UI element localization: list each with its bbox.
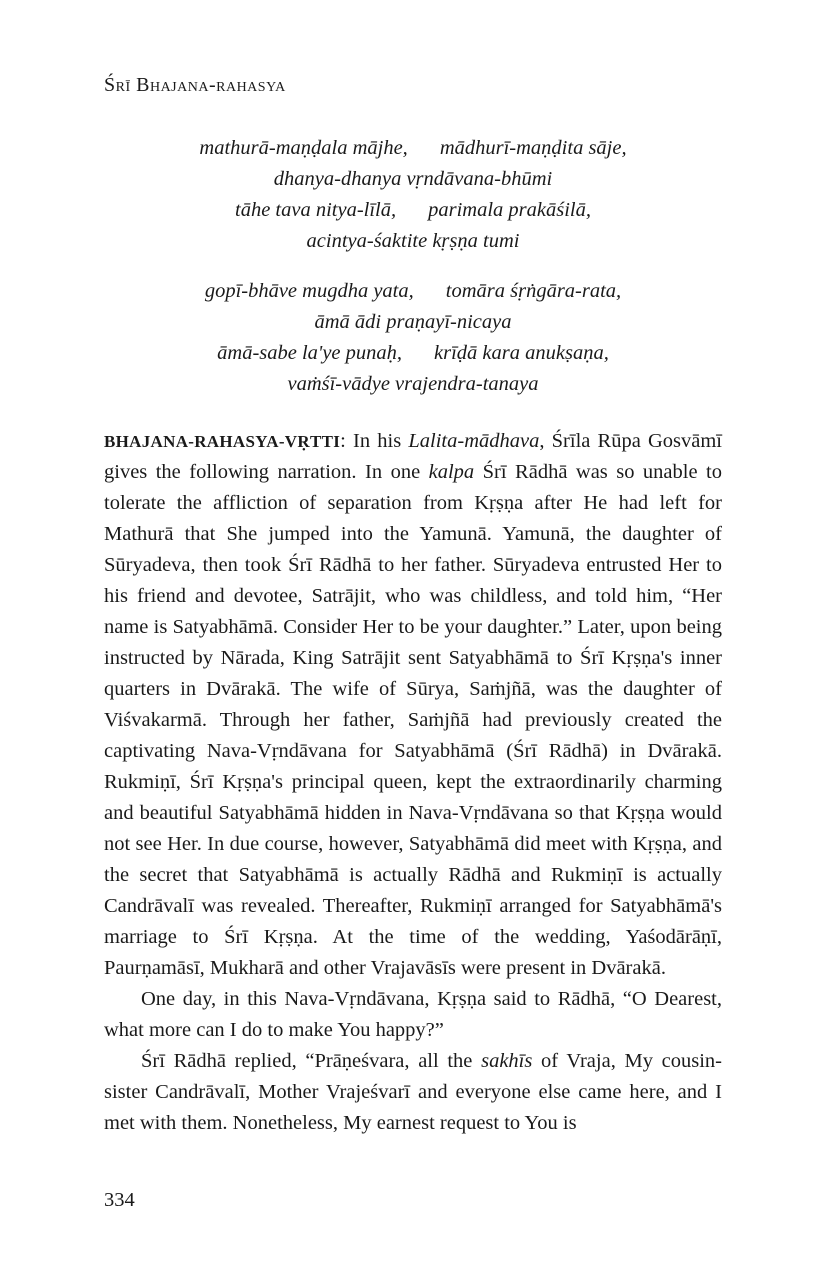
verse-half: krīḍā kara anukṣaṇa,	[434, 342, 609, 364]
verse-half: tāhe tava nitya-līlā,	[235, 199, 397, 221]
verse-half: āmā-sabe la'ye punaḥ,	[217, 342, 403, 364]
text-run: Śrī Rādhā was so unable to tolerate the affliction of separation from Kṛṣṇa after He had left for Mathurā that She jumped into the Yamunā. Yamunā, the daughter of Sūryadeva, then took Śrī Rādhā to her father. Sūryadeva entrusted Her to his friend and devotee, Satrājit, who was childless, and told him, “Her name is Satyabhāmā. Consider Her to be your daughter.” Later, upon being instructed by Nārada, King Satrājit sent Satyabhāmā to Śrī Kṛṣṇa's inner quarters in Dvārakā. The wife of Sūrya, Saṁjñā, was the daughter of Viśvakarmā. Through her father, Saṁjñā had previously created the captivating Nava-Vṛndāvana for Satyabhāmā (Śrī Rādhā) in Dvārakā. Rukmiṇī, Śrī Kṛṣṇa's principal queen, kept the extraordinarily charming and beautiful Satyabhāmā hidden in Nava-Vṛndāvana so that Kṛṣṇa would not see Her. In due course, however, Satyabhāmā did meet with Kṛṣṇa, and the secret that Satyabhāmā is actually Rādhā and Rukmiṇī is actually Candrāvalī was revealed. Thereafter, Rukmiṇī arranged for Satyabhāmā's marriage to Śrī Kṛṣṇa. At the time of the wedding, Yaśodārāṇī, Paurṇamāsī, Mukharā and other Vrajavāsīs were present in Dvārakā.	[104, 461, 722, 979]
running-head-title: Śrī Bhajana-rahasya	[104, 74, 286, 96]
verse-half: parimala prakāśilā,	[428, 199, 591, 221]
verse-line: vaṁśī-vādye vrajendra-tanaya	[287, 373, 539, 395]
commentary-paragraph-3	[104, 1046, 722, 1139]
page-number: 334	[104, 1189, 135, 1211]
verse-line	[104, 338, 722, 369]
text-run: : In his	[340, 430, 409, 452]
verse-half: mathurā-maṇḍala mājhe,	[199, 137, 408, 159]
commentary-paragraph-2: One day, in this Nava-Vṛndāvana, Kṛṣṇa said to Rādhā, “O Dearest, what more can I do to make You happy?”	[104, 988, 722, 1041]
verse-block-2	[104, 276, 722, 400]
text-run: , Śrīla Rūpa Gosvāmī gives the following narration. In one	[104, 430, 723, 483]
term-sakhis: sakhīs	[481, 1050, 533, 1072]
book-title: Lalita-mādhava	[408, 430, 540, 452]
term-kalpa: kalpa	[428, 461, 475, 483]
verse-line: āmā ādi praṇayī-nicaya	[314, 311, 512, 333]
verse-line: dhanya-dhanya vṛndāvana-bhūmi	[273, 168, 553, 190]
verse-line	[104, 133, 722, 164]
running-head	[104, 74, 286, 97]
commentary-paragraph-1	[104, 426, 722, 984]
text-run: Śrī Rādhā replied, “Prāṇeśvara, all the	[141, 1050, 482, 1072]
verse-half: tomāra śṛṅgāra-rata,	[445, 280, 622, 302]
verse-block-1	[104, 133, 722, 257]
verse-line: acintya-śaktite kṛṣṇa tumi	[306, 230, 520, 252]
verse-half: mādhurī-maṇḍita sāje,	[439, 137, 627, 159]
commentary-label: BHAJANA-RAHASYA-VṚTTI	[104, 432, 341, 451]
commentary	[104, 426, 722, 1139]
verse-half: gopī-bhāve mugdha yata,	[204, 280, 414, 302]
verse-line	[104, 195, 722, 226]
text-run: of Vraja, My cousin-sister Candrāvalī, Mother Vrajeśvarī and everyone else came here, and I met with them. Nonetheless, My earnest request to You is	[104, 1050, 723, 1134]
verse-line	[104, 276, 722, 307]
